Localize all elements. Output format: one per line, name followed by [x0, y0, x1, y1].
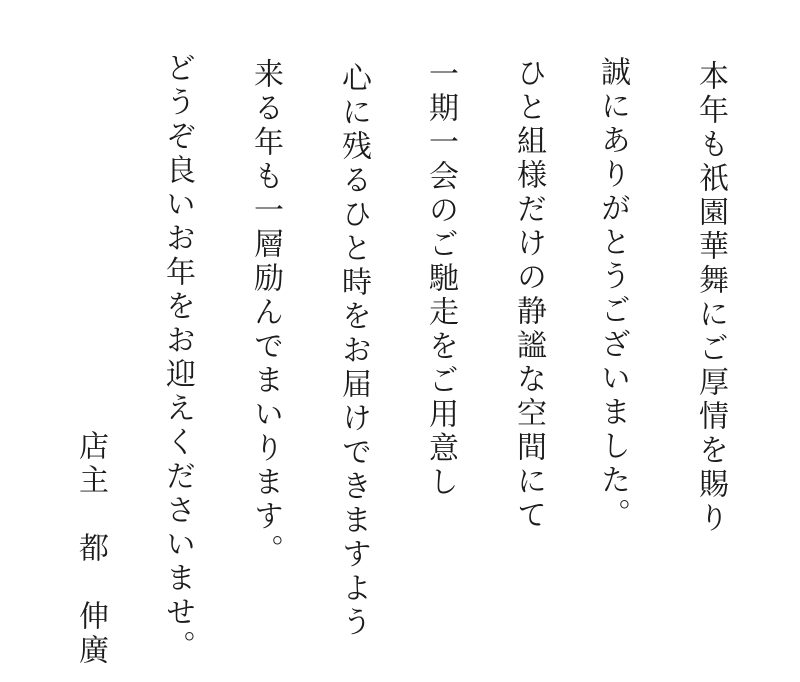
- letter-line-7: どうぞ良いお年をお迎えくださいませ。: [160, 52, 195, 664]
- letter-line-6: 来る年も一層励んでまいります。: [248, 58, 283, 568]
- letter-line-2: 誠にありがとうございました。: [595, 56, 630, 532]
- letter-line-5: 心に残るひと時をお届けできますよう: [336, 62, 371, 640]
- letter-line-3: ひと組様だけの静謐な空間にて: [511, 57, 546, 533]
- letter-line-1: 本年も祇園華舞にご厚情を賜り: [693, 60, 728, 536]
- letter-signature: 店主 都 伸廣: [73, 430, 108, 668]
- letter-line-4: 一期一会のご馳走をご用意し: [423, 58, 458, 500]
